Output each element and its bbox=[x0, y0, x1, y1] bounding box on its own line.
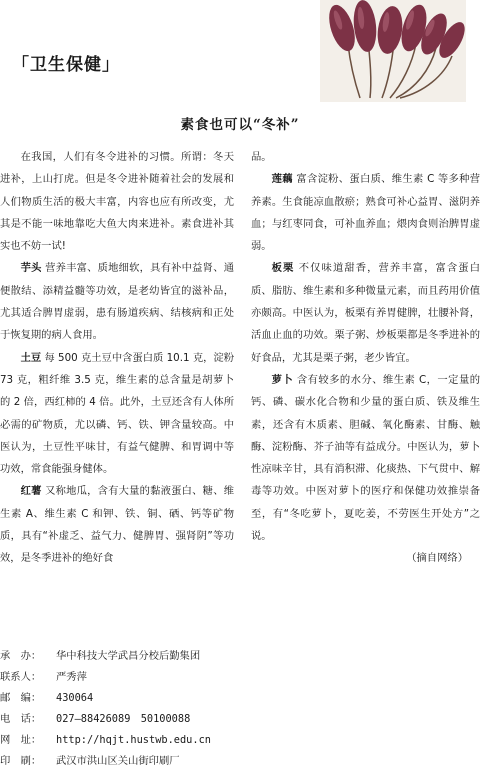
food-term: 莲藕 bbox=[271, 173, 293, 186]
colophon-row bbox=[0, 667, 480, 688]
colophon-label: 网 址： bbox=[0, 734, 42, 746]
section-label: 「卫生保健」 bbox=[12, 55, 120, 75]
food-term: 芋头 bbox=[20, 262, 42, 275]
article-source: （摘自网络） bbox=[406, 552, 468, 565]
article-right-column bbox=[251, 146, 480, 570]
paragraph-text: 不仅味道甜香，营养丰富，富含蛋白质、脂肪、维生素和多种微量元素，而且药用价值亦颇高。中医认为，板栗有养胃健脾，壮腰补肾，活血止血的功效。栗子粥、炒板栗都是冬季进补的好食品，尤其是栗子粥，老少皆宜。 bbox=[251, 262, 480, 364]
colophon-value: 027—88426089 50100088 bbox=[56, 713, 191, 725]
paragraph-text: 每 500 克土豆中含蛋白质 10.1 克，淀粉 73 克，粗纤维 3.5 克，维生素的总含量是胡萝卜的 2 倍，西红柿的 4 倍。此外，土豆还含有人体所必需的矿物质，尤以磷、钙、铁、钾含量较高。中医认为，土豆性平味甘，有益气健脾、和胃调中等功效，常食能强身健体。 bbox=[0, 351, 235, 476]
colophon bbox=[0, 646, 480, 772]
colophon-value: 严秀萍 bbox=[56, 671, 87, 683]
article-paragraph bbox=[0, 347, 234, 481]
colophon-row bbox=[0, 751, 480, 772]
colophon-value: 武汉市洪山区关山街印刷厂 bbox=[56, 755, 180, 767]
food-term: 板栗 bbox=[271, 262, 295, 275]
colophon-label: 电 话： bbox=[0, 713, 42, 725]
colophon-label: 承 办： bbox=[0, 650, 42, 662]
food-term: 红薯 bbox=[20, 485, 42, 498]
food-term: 土豆 bbox=[20, 351, 42, 364]
article-paragraph bbox=[251, 257, 480, 368]
sweet-potato-photo bbox=[320, 0, 466, 102]
colophon-label: 印 刷： bbox=[0, 755, 42, 767]
paragraph-text: 营养丰富、质地细软，具有补中益肾、通便散结、添精益髓等功效，是老幼皆宜的滋补品，尤其适合脾胃虚弱，患有肠道疾病、结核病和正处于恢复期的病人食用。 bbox=[0, 262, 234, 342]
paragraph-text: 含有较多的水分、维生素 C，一定量的钙、磷、碳水化合物和少量的蛋白质、铁及维生素，还含有木质素、胆碱、氧化酶素、甘酶、触酶、淀粉酶、芥子油等有益成分。中医认为，萝卜性凉味辛甘，具有消积滞、化痰热、下气贯中、解毒等功效。中医对萝卜的医疗和保健功效推崇备至，有“冬吃萝卜，夏吃姜，不劳医生开处方”之说。 bbox=[251, 373, 480, 543]
article-paragraph bbox=[0, 257, 234, 346]
colophon-row bbox=[0, 646, 480, 667]
article-headline: 素食也可以“冬补” bbox=[180, 117, 300, 133]
article-paragraph bbox=[0, 146, 234, 257]
colophon-row bbox=[0, 688, 480, 709]
article-paragraph bbox=[251, 168, 480, 257]
colophon-value: 华中科技大学武昌分校后勤集团 bbox=[56, 650, 201, 662]
colophon-row bbox=[0, 709, 480, 730]
colophon-row bbox=[0, 730, 480, 751]
food-term: 萝卜 bbox=[271, 373, 294, 386]
article-paragraph bbox=[251, 369, 480, 547]
paragraph-text: 富含淀粉、蛋白质、维生素 C 等多种营养素。生食能凉血散瘀；熟食可补心益胃、滋阴养血；与红枣同食，可补血养血；煨肉食则治脾胃虚弱。 bbox=[251, 173, 480, 253]
paragraph-text: 品。 bbox=[251, 151, 272, 163]
article-paragraph bbox=[251, 146, 480, 168]
colophon-label: 联系人： bbox=[0, 671, 42, 683]
article-left-column bbox=[0, 146, 234, 570]
website-link[interactable]: http://hqjt.hustwb.edu.cn bbox=[56, 734, 211, 746]
paragraph-text: 又称地瓜，含有大量的黏液蛋白、糖、维生素 A、维生素 C 和钾、铁、铜、硒、钙等矿物质，具有“补虚乏、益气力、健脾胃、强肾阴”等功效，是冬季进补的绝好食 bbox=[0, 485, 234, 565]
colophon-value: 430064 bbox=[56, 692, 94, 704]
article-paragraph bbox=[0, 480, 234, 569]
paragraph-text: 在我国，人们有冬令进补的习惯。所谓：冬天进补，上山打虎。但是冬令进补随着社会的发展和人们物质生活的极大丰富，内容也应有所改变，尤其是不能一味地靠吃大鱼大肉来进补。素食进补其实也不妨一试! bbox=[0, 151, 234, 253]
colophon-label: 邮 编： bbox=[0, 692, 42, 704]
